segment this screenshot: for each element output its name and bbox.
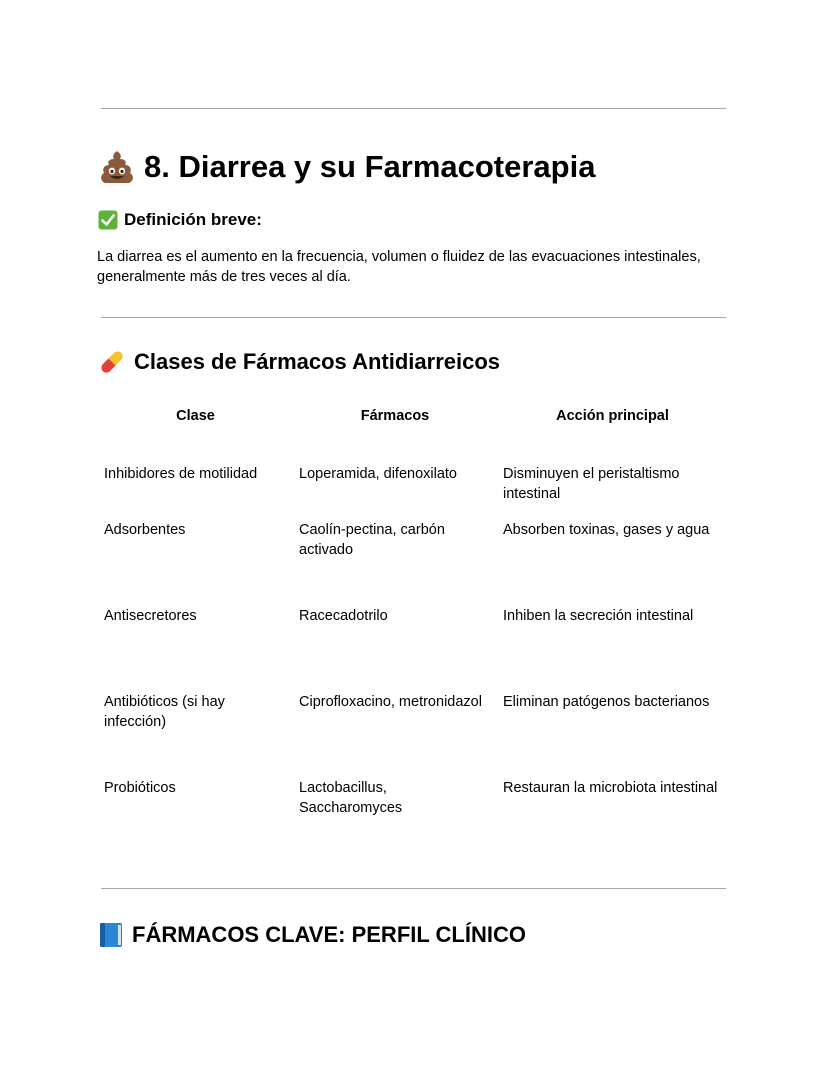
cell-clase: Antisecretores bbox=[104, 608, 197, 624]
cell-accion: Eliminan patógenos bacterianos bbox=[503, 694, 710, 710]
table-row bbox=[98, 520, 728, 606]
cell-accion: Absorben toxinas, gases y agua bbox=[503, 522, 710, 538]
definition-heading-text: Definición breve: bbox=[124, 210, 262, 229]
cell-clase: Adsorbentes bbox=[104, 522, 186, 538]
cell-accion: Inhiben la secreción intestinal bbox=[503, 608, 694, 624]
check-mark-icon bbox=[98, 210, 118, 230]
cell-clase: Inhibidores de motilidad bbox=[104, 466, 258, 482]
pill-icon bbox=[98, 348, 126, 376]
definition-text: La diarrea es el aumento en la frecuencia, volumen o fluidez de las evacuaciones intestinales, generalmente más de tres veces al día. bbox=[97, 249, 701, 285]
blue-book-icon bbox=[98, 921, 124, 949]
key-drugs-heading bbox=[98, 920, 526, 950]
definition-heading bbox=[98, 208, 262, 232]
cell-farmacos: Lactobacillus, Saccharomyces bbox=[299, 780, 403, 816]
table-header-row bbox=[98, 398, 728, 434]
cell-farmacos: Loperamida, difenoxilato bbox=[299, 466, 457, 482]
page-title-text: 8. Diarrea y su Farmacoterapia bbox=[144, 149, 596, 184]
classes-heading-text: Clases de Fármacos Antidiarreicos bbox=[134, 349, 501, 374]
divider-after-definition bbox=[101, 317, 726, 318]
table-row bbox=[98, 434, 728, 520]
cell-farmacos: Caolín-pectina, carbón activado bbox=[299, 522, 445, 558]
table-row bbox=[98, 778, 728, 864]
table-row bbox=[98, 692, 728, 778]
page-title bbox=[98, 145, 595, 189]
column-header-farmacos: Fármacos bbox=[360, 408, 430, 424]
table-row bbox=[98, 606, 728, 692]
column-header-accion: Acción principal bbox=[556, 408, 669, 424]
cell-accion: Restauran la microbiota intestinal bbox=[503, 780, 718, 796]
cell-clase: Probióticos bbox=[104, 780, 176, 796]
key-drugs-heading-text: FÁRMACOS CLAVE: PERFIL CLÍNICO bbox=[132, 922, 526, 947]
cell-farmacos: Racecadotrilo bbox=[299, 608, 388, 624]
cell-clase: Antibióticos (si hay infección) bbox=[104, 694, 225, 730]
divider-after-table bbox=[101, 888, 726, 889]
antidiarrheal-classes-table bbox=[98, 398, 728, 864]
cell-accion: Disminuyen el peristaltismo intestinal bbox=[503, 466, 680, 502]
pile-of-poo-icon bbox=[98, 148, 136, 186]
divider-top bbox=[101, 108, 726, 109]
classes-heading bbox=[98, 347, 500, 377]
column-header-clase: Clase bbox=[176, 408, 215, 424]
cell-farmacos: Ciprofloxacino, metronidazol bbox=[299, 694, 482, 710]
